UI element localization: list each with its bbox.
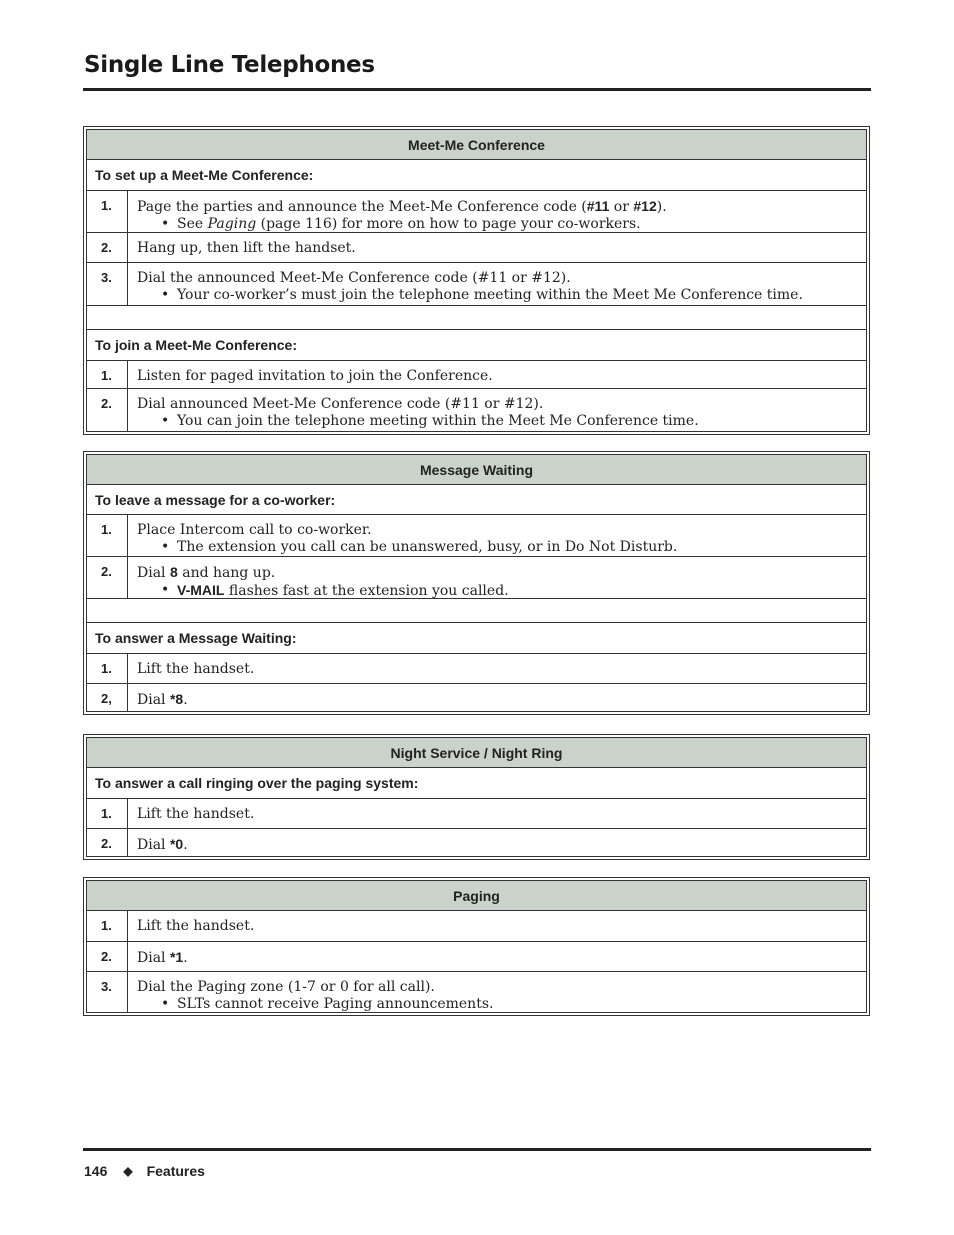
code-12: #12 bbox=[633, 198, 657, 214]
message-waiting-header: Message Waiting bbox=[87, 455, 866, 485]
footer-rule bbox=[83, 1148, 871, 1151]
step-number: 1. bbox=[87, 361, 128, 388]
step-text: Lift the handset. bbox=[137, 806, 255, 822]
paging-table bbox=[83, 877, 870, 1016]
bullet-text: The extension you call can be unanswered, busy, or in Do Not Disturb. bbox=[177, 539, 678, 555]
spacer-row bbox=[87, 599, 866, 623]
table-row bbox=[87, 829, 866, 856]
step-text: Dial bbox=[137, 950, 170, 966]
table-row bbox=[87, 515, 866, 557]
title-rule bbox=[83, 88, 871, 91]
paging-header: Paging bbox=[87, 881, 866, 911]
step-text: Hang up, then lift the handset. bbox=[137, 240, 356, 256]
table-row bbox=[87, 233, 866, 263]
table-row bbox=[87, 389, 866, 431]
page-number: 146 bbox=[84, 1163, 108, 1179]
table-row bbox=[87, 911, 866, 942]
bullet-text: You can join the telephone meeting within the Meet Me Conference time. bbox=[177, 413, 699, 429]
step-number: 1. bbox=[87, 191, 128, 232]
step-text: Place Intercom call to co-worker. bbox=[137, 522, 372, 538]
vmail-label: V-MAIL bbox=[177, 582, 225, 598]
message-waiting-table bbox=[83, 451, 870, 715]
table-row bbox=[87, 361, 866, 389]
step-number: 2. bbox=[87, 233, 128, 262]
bullet-text: flashes fast at the extension you called. bbox=[224, 583, 509, 599]
table-row bbox=[87, 972, 866, 1012]
footer-section: Features bbox=[146, 1163, 205, 1179]
bullet-text: SLTs cannot receive Paging announcements. bbox=[177, 996, 494, 1012]
step-number: 2. bbox=[87, 829, 128, 856]
step-text: Dial bbox=[137, 837, 170, 853]
step-number: 3. bbox=[87, 972, 128, 1012]
step-number: 1. bbox=[87, 515, 128, 556]
step-text: . bbox=[183, 837, 188, 853]
step-text: . bbox=[183, 692, 188, 708]
step-number: 2, bbox=[87, 684, 128, 711]
setup-title: To set up a Meet-Me Conference: bbox=[87, 160, 866, 191]
page-title: Single Line Telephones bbox=[84, 52, 375, 78]
diamond-icon: ◆ bbox=[123, 1164, 133, 1178]
step-text: Dial bbox=[137, 692, 170, 708]
step-number: 2. bbox=[87, 942, 128, 971]
table-row bbox=[87, 263, 866, 306]
step-text: or bbox=[609, 199, 634, 215]
table-row bbox=[87, 654, 866, 684]
dial-code: 8 bbox=[169, 564, 178, 580]
bullet-text: See bbox=[177, 216, 208, 232]
footer bbox=[84, 1163, 205, 1179]
table-row bbox=[87, 942, 866, 972]
step-number: 1. bbox=[87, 799, 128, 828]
meet-me-header: Meet-Me Conference bbox=[87, 130, 866, 160]
night-service-table bbox=[83, 734, 870, 860]
dial-code: *0 bbox=[169, 836, 184, 852]
night-answer-title: To answer a call ringing over the paging system: bbox=[87, 768, 866, 799]
step-text: and hang up. bbox=[177, 565, 276, 581]
step-text: . bbox=[183, 950, 188, 966]
step-number: 1. bbox=[87, 911, 128, 941]
step-text: Dial announced Meet-Me Conference code (#11 or #12). bbox=[137, 396, 544, 412]
join-title: To join a Meet-Me Conference: bbox=[87, 330, 866, 361]
table-row bbox=[87, 799, 866, 829]
step-text: Lift the handset. bbox=[137, 918, 255, 934]
table-row bbox=[87, 557, 866, 599]
step-number: 1. bbox=[87, 654, 128, 683]
step-text: Dial bbox=[137, 565, 170, 581]
bullet-text: Your co-worker’s must join the telephone meeting within the Meet Me Conference time. bbox=[177, 287, 803, 303]
step-number: 2. bbox=[87, 557, 128, 598]
night-service-header: Night Service / Night Ring bbox=[87, 738, 866, 768]
step-text: ). bbox=[656, 199, 667, 215]
step-text: Dial the announced Meet-Me Conference code (#11 or #12). bbox=[137, 270, 571, 286]
spacer-row bbox=[87, 306, 866, 330]
paging-reference: Paging bbox=[207, 216, 257, 232]
code-11: #11 bbox=[586, 198, 610, 214]
bullet-text: (page 116) for more on how to page your co-workers. bbox=[256, 216, 641, 232]
step-text: Page the parties and announce the Meet-Me Conference code ( bbox=[137, 199, 587, 215]
step-number: 3. bbox=[87, 263, 128, 305]
step-number: 2. bbox=[87, 389, 128, 431]
step-text: Listen for paged invitation to join the Conference. bbox=[137, 368, 493, 384]
dial-code: *1 bbox=[169, 949, 184, 965]
meet-me-conference-table bbox=[83, 126, 870, 435]
table-row bbox=[87, 191, 866, 233]
step-text: Dial the Paging zone (1-7 or 0 for all call). bbox=[137, 979, 435, 995]
answer-title: To answer a Message Waiting: bbox=[87, 623, 866, 654]
leave-title: To leave a message for a co-worker: bbox=[87, 485, 866, 515]
dial-code: *8 bbox=[169, 691, 184, 707]
table-row bbox=[87, 684, 866, 711]
step-text: Lift the handset. bbox=[137, 661, 255, 677]
